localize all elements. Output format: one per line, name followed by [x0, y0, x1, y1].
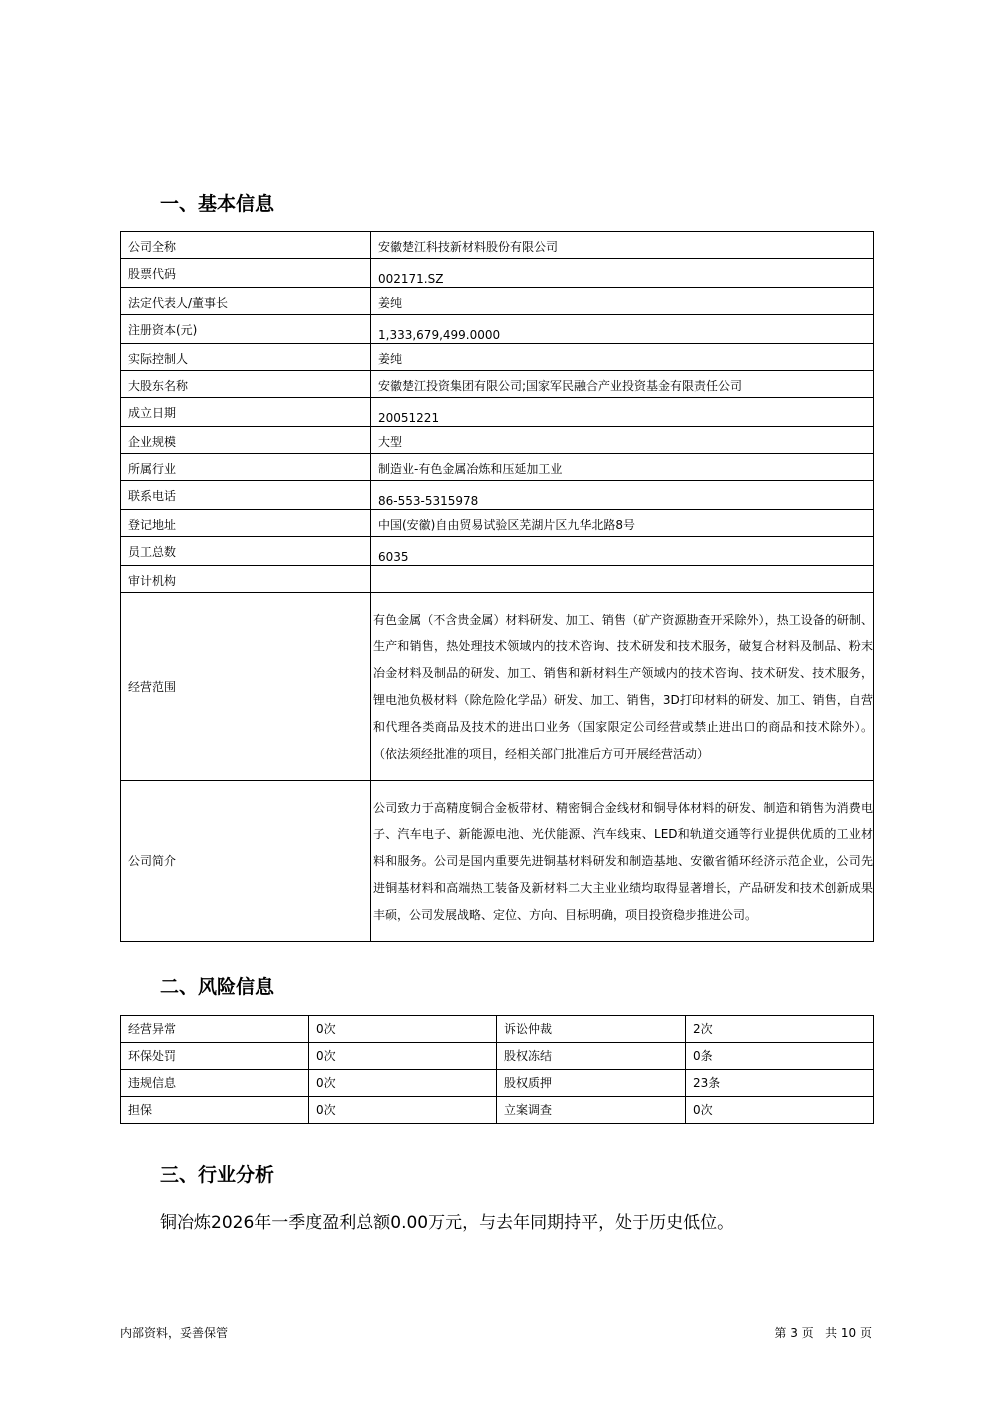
- risk-value: 0次: [309, 1043, 497, 1070]
- risk-value: 0次: [309, 1097, 497, 1124]
- risk-label: 经营异常: [121, 1016, 309, 1043]
- table-row-business-scope: [121, 593, 874, 781]
- row-label: 审计机构: [121, 566, 371, 593]
- section-title-basic-info: 一、基本信息: [160, 193, 275, 215]
- risk-label: 诉讼仲裁: [497, 1016, 686, 1043]
- risk-label: 违规信息: [121, 1070, 309, 1097]
- footer-confidential-note: 内部资料，妥善保管: [120, 1326, 229, 1340]
- risk-label: 股权质押: [497, 1070, 686, 1097]
- risk-value: 2次: [686, 1016, 874, 1043]
- table-row-company-intro: [121, 781, 874, 942]
- table-row: [121, 510, 874, 537]
- row-value: 安徽楚江投资集团有限公司;国家军民融合产业投资基金有限责任公司: [371, 371, 874, 398]
- row-label: 联系电话: [121, 481, 371, 510]
- row-label: 公司全称: [121, 232, 371, 259]
- table-row: [121, 566, 874, 593]
- row-label: 企业规模: [121, 427, 371, 454]
- table-row: [121, 232, 874, 259]
- table-row: [121, 315, 874, 344]
- row-label: 大股东名称: [121, 371, 371, 398]
- table-row: [121, 259, 874, 288]
- row-label: 法定代表人/董事长: [121, 288, 371, 315]
- row-label: 股票代码: [121, 259, 371, 288]
- row-value: 中国(安徽)自由贸易试验区芜湖片区九华北路8号: [371, 510, 874, 537]
- risk-label: 股权冻结: [497, 1043, 686, 1070]
- table-row: [121, 1070, 874, 1097]
- row-value: 20051221: [371, 398, 874, 427]
- table-row: [121, 427, 874, 454]
- section-title-industry-analysis: 三、行业分析: [160, 1164, 275, 1186]
- table-row: [121, 371, 874, 398]
- table-row: [121, 344, 874, 371]
- table-row: [121, 398, 874, 427]
- business-scope-text: 有色金属（不含贵金属）材料研发、加工、销售（矿产资源勘查开采除外），热工设备的研制、生产和销售，热处理技术领域内的技术咨询、技术研发和技术服务，破复合材料及制品、粉末冶金材料及制品的研发、加工、销售和新材料生产领域内的技术咨询、技术研发、技术服务，锂电池负极材料（除危险化学品）研发、加工、销售，3D打印材料的研发、加工、销售，自营和代理各类商品及技术的进出口业务（国家限定公司经营或禁止进出口的商品和技术除外）。（依法须经批准的项目，经相关部门批准后方可开展经营活动）: [371, 593, 874, 781]
- row-value: 制造业-有色金属冶炼和压延加工业: [371, 454, 874, 481]
- table-row: [121, 537, 874, 566]
- table-row: [121, 1043, 874, 1070]
- row-label: 公司简介: [121, 781, 371, 942]
- row-label: 经营范围: [121, 593, 371, 781]
- row-value: 002171.SZ: [371, 259, 874, 288]
- row-label: 登记地址: [121, 510, 371, 537]
- table-row: [121, 1016, 874, 1043]
- row-value: 姜纯: [371, 344, 874, 371]
- row-label: 员工总数: [121, 537, 371, 566]
- row-label: 实际控制人: [121, 344, 371, 371]
- company-intro-text: 公司致力于高精度铜合金板带材、精密铜合金线材和铜导体材料的研发、制造和销售为消费电子、汽车电子、新能源电池、光伏能源、汽车线束、LED和轨道交通等行业提供优质的工业材料和服务。公司是国内重要先进铜基材料研发和制造基地、安徽省循环经济示范企业，公司先进铜基材料和高端热工装备及新材料二大主业业绩均取得显著增长，产品研发和技术创新成果丰硕，公司发展战略、定位、方向、目标明确，项目投资稳步推进公司。: [371, 781, 874, 942]
- row-value: 6035: [371, 537, 874, 566]
- industry-analysis-text: 铜冶炼2026年一季度盈利总额0.00万元，与去年同期持平，处于历史低位。: [160, 1213, 735, 1233]
- row-value: 姜纯: [371, 288, 874, 315]
- row-value: 安徽楚江科技新材料股份有限公司: [371, 232, 874, 259]
- row-value: [371, 566, 874, 593]
- risk-label: 环保处罚: [121, 1043, 309, 1070]
- risk-value: 23条: [686, 1070, 874, 1097]
- risk-info-table: [120, 1015, 874, 1124]
- risk-label: 担保: [121, 1097, 309, 1124]
- risk-value: 0次: [686, 1097, 874, 1124]
- table-row: [121, 288, 874, 315]
- basic-info-table: [120, 231, 874, 942]
- table-row: [121, 1097, 874, 1124]
- row-value: 大型: [371, 427, 874, 454]
- section-title-risk-info: 二、风险信息: [160, 976, 275, 998]
- risk-value: 0条: [686, 1043, 874, 1070]
- footer-page-number: 第 3 页 共 10 页: [774, 1326, 872, 1340]
- table-row: [121, 481, 874, 510]
- risk-value: 0次: [309, 1070, 497, 1097]
- table-row: [121, 454, 874, 481]
- risk-value: 0次: [309, 1016, 497, 1043]
- row-value: 86-553-5315978: [371, 481, 874, 510]
- row-label: 成立日期: [121, 398, 371, 427]
- row-label: 所属行业: [121, 454, 371, 481]
- row-value: 1,333,679,499.0000: [371, 315, 874, 344]
- row-label: 注册资本(元): [121, 315, 371, 344]
- risk-label: 立案调查: [497, 1097, 686, 1124]
